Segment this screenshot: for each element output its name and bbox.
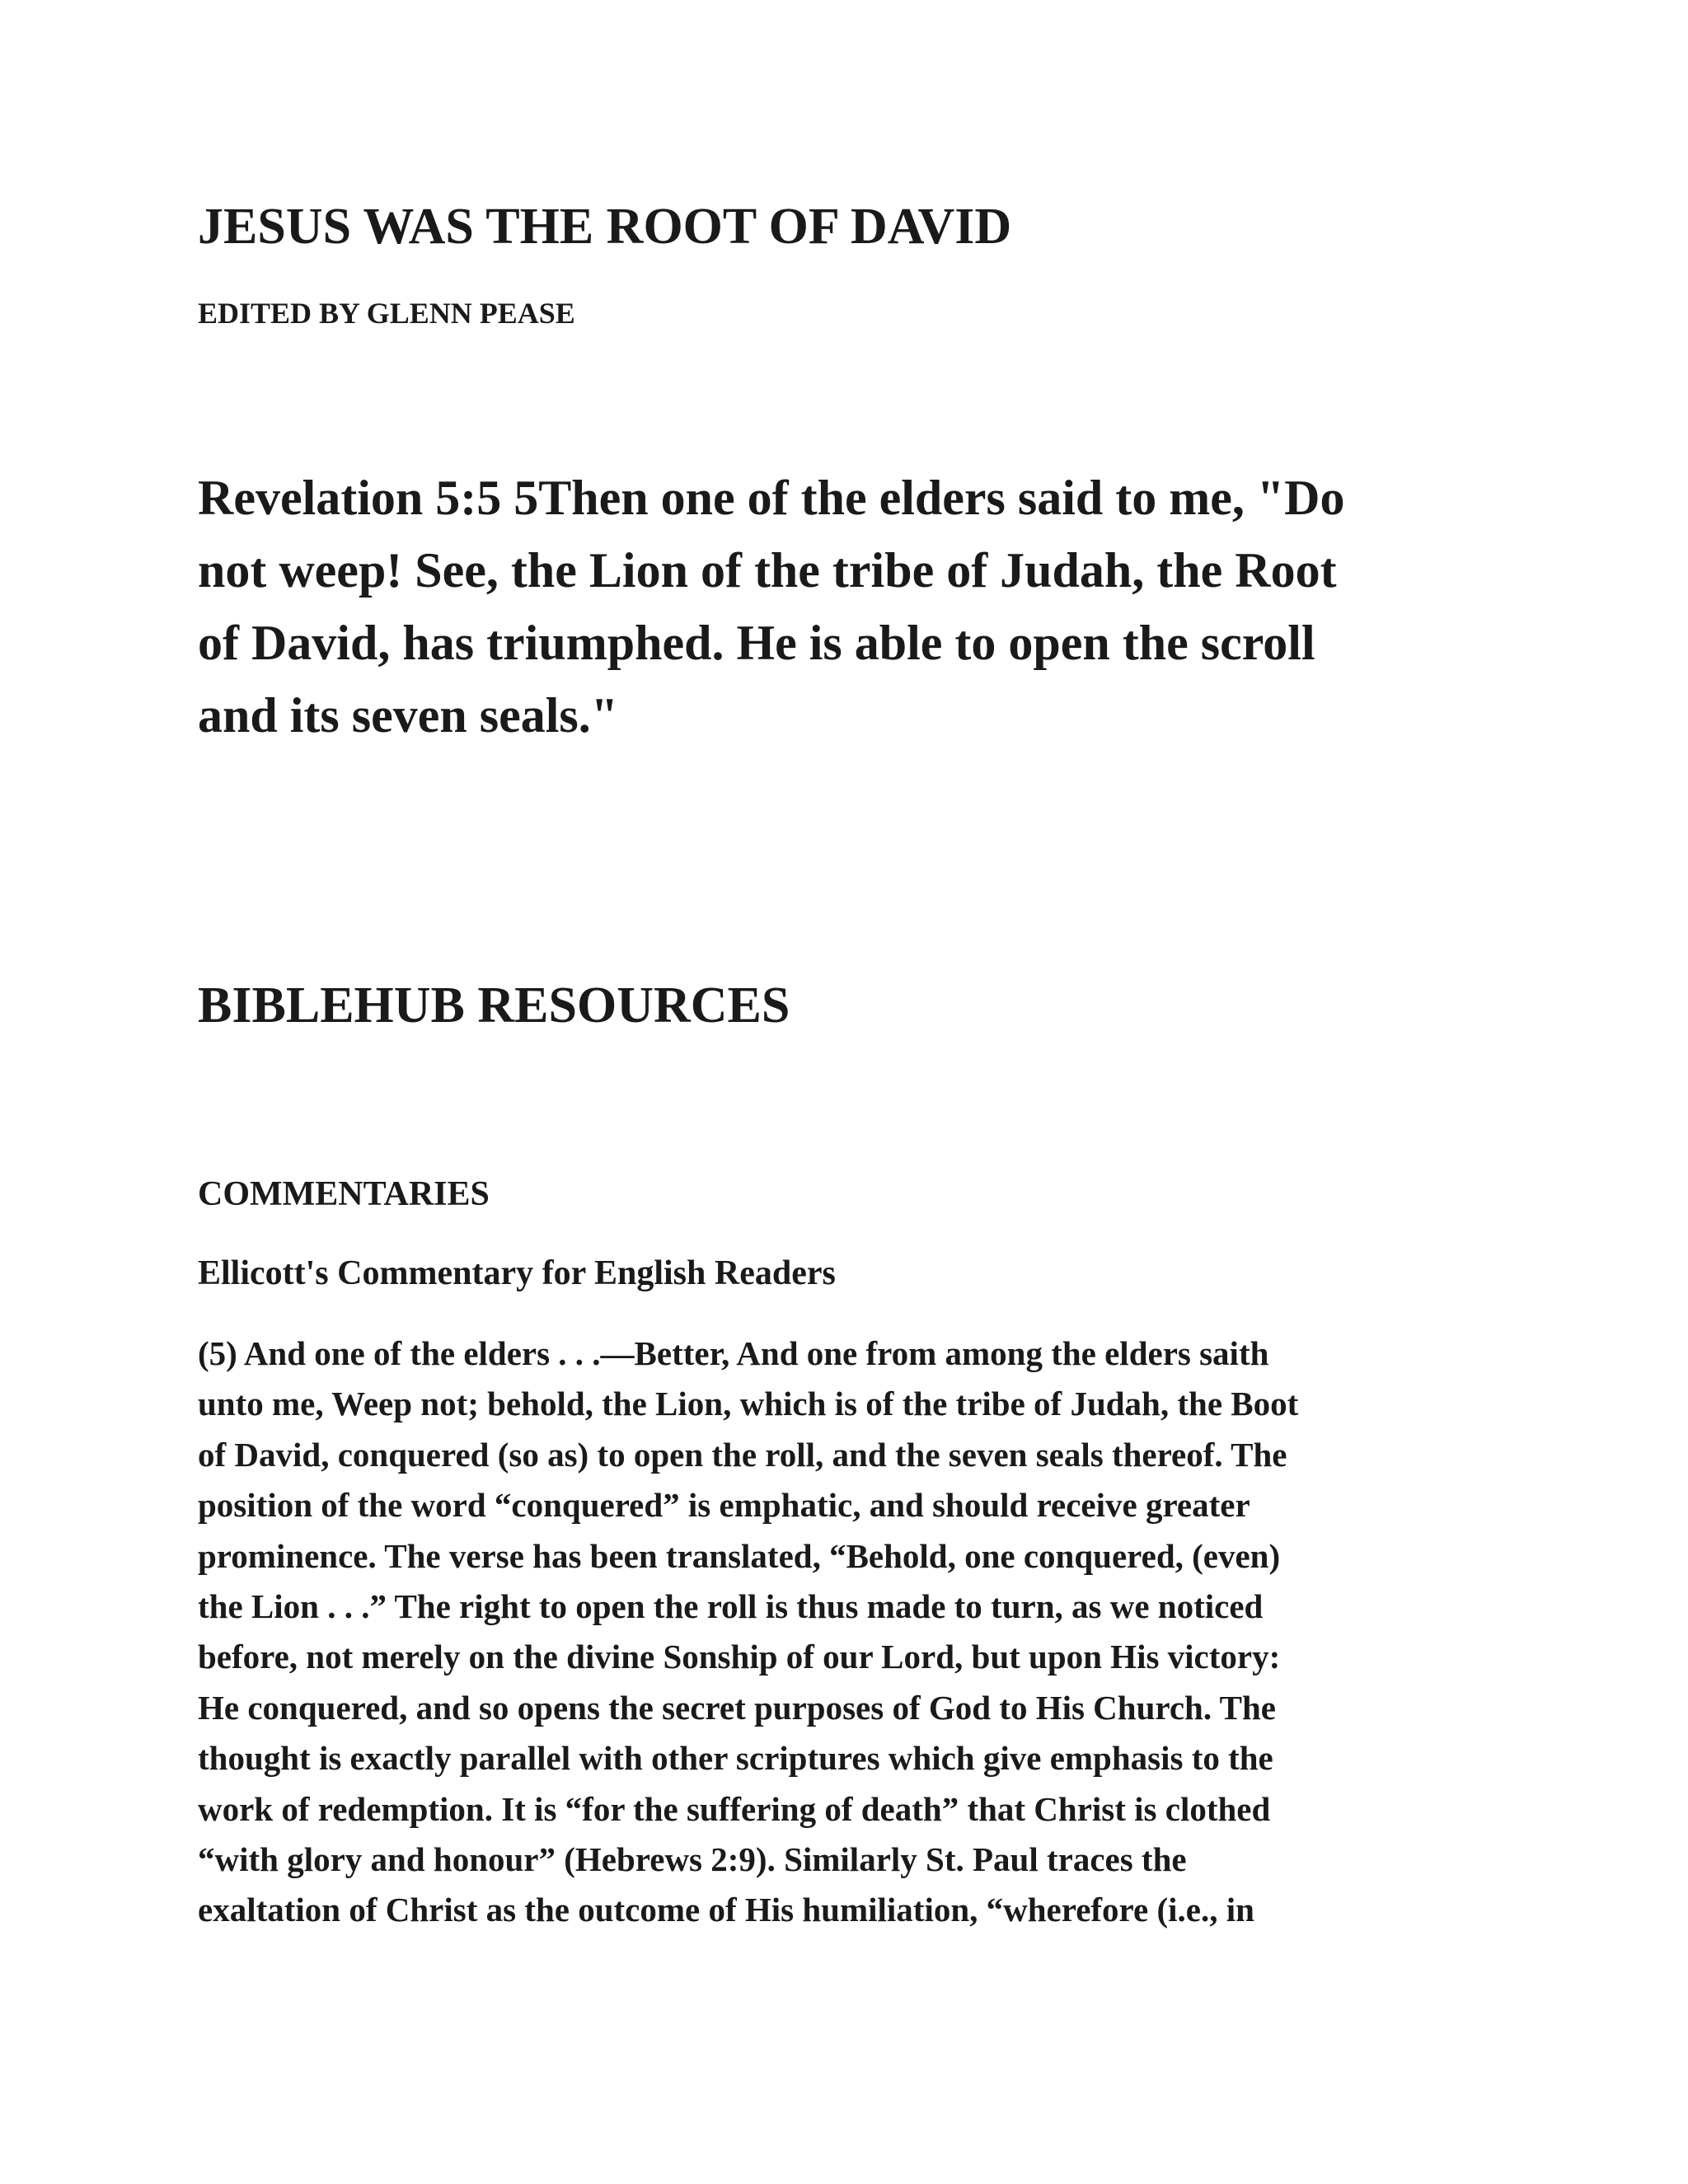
body-line: the Lion . . .” The right to open the roll is thus made to turn, as we noticed bbox=[198, 1587, 1264, 1626]
body-line: work of redemption. It is “for the suffering of death” that Christ is clothed bbox=[198, 1789, 1271, 1828]
body-line: “with glory and honour” (Hebrews 2:9). Similarly St. Paul traces the bbox=[198, 1840, 1187, 1879]
verse-line: Revelation 5:5 5Then one of the elders said to me, "Do bbox=[198, 471, 1345, 525]
body-line: unto me, Weep not; behold, the Lion, which is of the tribe of Judah, the Boot bbox=[198, 1385, 1299, 1423]
body-line: of David, conquered (so as) to open the roll, and the seven seals thereof. The bbox=[198, 1435, 1287, 1474]
document-title: JESUS WAS THE ROOT OF DAVID bbox=[198, 199, 1012, 255]
verse-line: not weep! See, the Lion of the tribe of Judah, the Root bbox=[198, 543, 1337, 598]
body-line: exaltation of Christ as the outcome of His humiliation, “wherefore (i.e., in bbox=[198, 1891, 1254, 1929]
scripture-verse bbox=[198, 462, 1550, 752]
verse-line: and its seven seals." bbox=[198, 688, 619, 743]
verse-line: of David, has triumphed. He is able to open the scroll bbox=[198, 616, 1315, 670]
body-line: prominence. The verse has been translated, “Behold, one conquered, (even) bbox=[198, 1536, 1281, 1575]
body-line: He conquered, and so opens the secret purposes of God to His Church. The bbox=[198, 1688, 1276, 1727]
commentary-body bbox=[198, 1329, 1550, 1936]
section-heading: BIBLEHUB RESOURCES bbox=[198, 977, 790, 1033]
body-line: thought is exactly parallel with other scriptures which give emphasis to the bbox=[198, 1739, 1273, 1778]
document-subtitle: EDITED BY GLENN PEASE bbox=[198, 297, 575, 330]
subsection-heading: COMMENTARIES bbox=[198, 1175, 490, 1213]
commentary-title: Ellicott's Commentary for English Readers bbox=[198, 1254, 836, 1292]
body-line: position of the word “conquered” is emphatic, and should receive greater bbox=[198, 1486, 1250, 1525]
body-line: before, not merely on the divine Sonship of our Lord, but upon His victory: bbox=[198, 1638, 1281, 1676]
body-line: (5) And one of the elders . . .—Better, And one from among the elders saith bbox=[198, 1334, 1269, 1372]
